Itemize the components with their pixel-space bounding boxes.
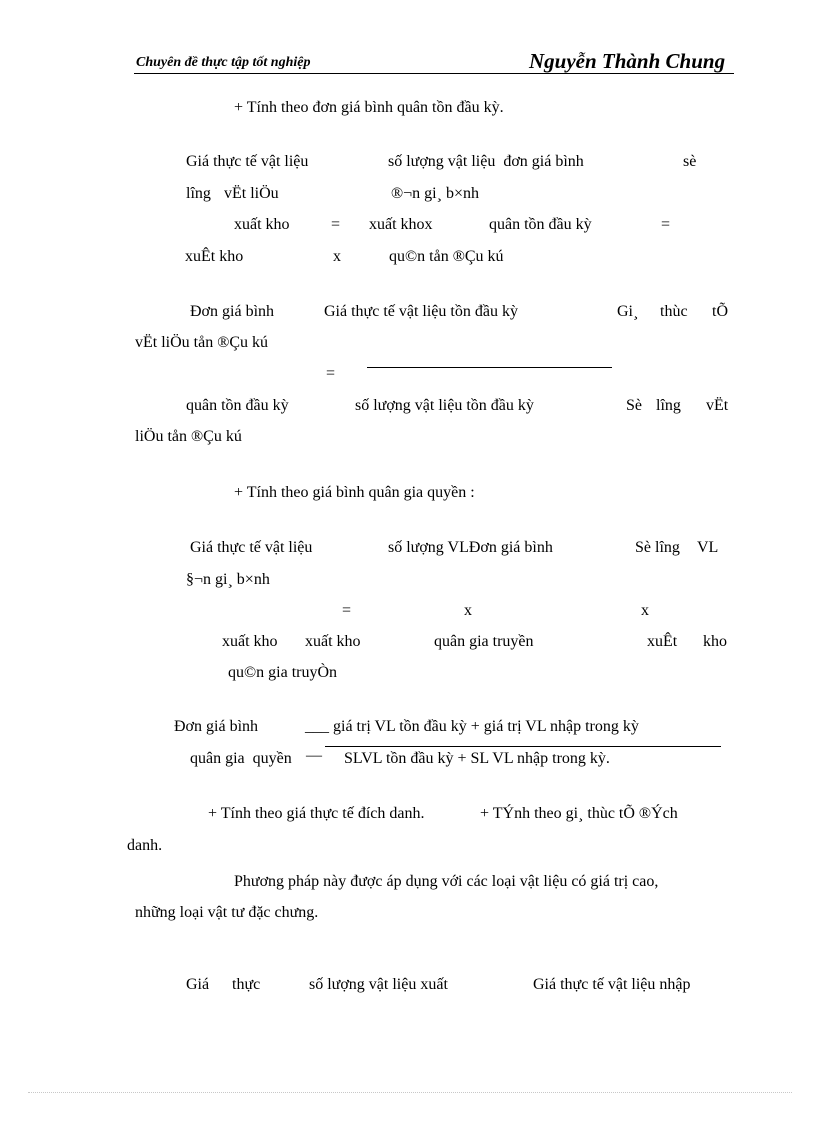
- s2-r3-c2: số lượng vật liệu tồn đầu kỳ: [355, 397, 534, 414]
- s1-r1-c2: số lượng vật liệu đơn giá bình: [388, 153, 584, 170]
- s2-r3-c1: quân tồn đầu kỳ: [186, 397, 289, 414]
- formula-blank: ___: [305, 718, 329, 735]
- s1-r4-c1: xuÊt kho: [185, 248, 244, 265]
- s1-r3-eq2: =: [661, 216, 671, 233]
- s3-r1-c4: VL: [697, 539, 719, 556]
- s2-eq: =: [326, 365, 336, 382]
- s2-r2-c1: vËt liÖu tån ®Çu kú: [135, 334, 269, 351]
- s3-r3-x1: x: [464, 602, 472, 619]
- s3-r3-x2: x: [641, 602, 649, 619]
- s1-r3-c4: quân tồn đầu kỳ: [489, 216, 592, 233]
- section4-para-line2: những loại vật tư đặc chưng.: [135, 904, 319, 921]
- s4-last-c3: số lượng vật liệu xuất: [309, 976, 448, 993]
- s3-r3-eq: =: [342, 602, 352, 619]
- s2-r1-c3: Gi¸: [617, 303, 639, 320]
- s4-last-c2: thực: [232, 976, 261, 993]
- section4-heading-cont: danh.: [127, 837, 163, 854]
- s1-r2-c1: lîng: [186, 185, 211, 202]
- s1-r2-c3: ®¬n gi¸ b×nh: [391, 185, 479, 202]
- s2-r1-c5: tÕ: [712, 303, 728, 320]
- formula-label-line2: quân gia quyền: [190, 750, 292, 767]
- s4-last-c1: Giá: [186, 976, 210, 993]
- header-rule: [134, 73, 734, 74]
- s3-r4-c3: quân gia truyền: [434, 633, 534, 650]
- s2-fraction-bar: [367, 367, 612, 368]
- s1-r3-c3: xuất khox: [369, 216, 433, 233]
- header-author: Nguyễn Thành Chung: [529, 49, 726, 73]
- s3-r1-c1: Giá thực tế vật liệu: [190, 539, 313, 556]
- s2-r3-c5: vËt: [706, 397, 729, 414]
- s1-r2-c2: vËt liÖu: [224, 185, 279, 202]
- formula-numerator: giá trị VL tồn đầu kỳ + giá trị VL nhập trong kỳ: [333, 718, 639, 735]
- s3-r1-c2: số lượng VLĐơn giá bình: [388, 539, 553, 556]
- page-bottom-border: [28, 1092, 792, 1093]
- s3-r2-c1: §¬n gi¸ b×nh: [186, 571, 270, 588]
- section4-para-line1: Phương pháp này được áp dụng với các loại vật liệu có giá trị cao,: [234, 873, 659, 890]
- section3-heading: + Tính theo giá bình quân gia quyền :: [234, 484, 475, 501]
- s1-r4-c3: qu©n tån ®Çu kú: [389, 248, 504, 265]
- s1-r3-eq1: =: [331, 216, 341, 233]
- section4-heading: + Tính theo giá thực tế đích danh.: [208, 805, 425, 822]
- s2-r1-c2: Giá thực tế vật liệu tồn đầu kỳ: [324, 303, 518, 320]
- s2-r1-c1: Đơn giá bình: [190, 303, 275, 320]
- s1-r1-c1: Giá thực tế vật liệu: [186, 153, 309, 170]
- s3-r4-c5: kho: [703, 633, 727, 650]
- s2-r3-c4: lîng: [656, 397, 681, 414]
- formula-fraction-bar: [325, 746, 721, 747]
- s1-r1-c3: sè: [683, 153, 697, 170]
- s3-r5-c1: qu©n gia truyÒn: [228, 664, 338, 681]
- s3-r4-c2: xuất kho: [305, 633, 361, 650]
- s3-r4-c1: xuất kho: [222, 633, 278, 650]
- formula-denominator: SLVL tồn đầu kỳ + SL VL nhập trong kỳ.: [344, 750, 610, 767]
- s3-r4-c4: xuÊt: [647, 633, 678, 650]
- s1-r4-x: x: [333, 248, 341, 265]
- section4-heading-alt: + TÝnh theo gi¸ thùc tÕ ®Ých: [480, 805, 678, 822]
- section1-heading: + Tính theo đơn giá bình quân tồn đầu kỳ.: [234, 99, 504, 116]
- s3-r1-c3: Sè lîng: [635, 539, 680, 556]
- s2-r4-c1: liÖu tån ®Çu kú: [135, 428, 242, 445]
- s1-r3-c1: xuất kho: [234, 216, 290, 233]
- formula-dash: —: [306, 747, 322, 764]
- s2-r3-c3: Sè: [626, 397, 642, 414]
- s2-r1-c4: thùc: [660, 303, 688, 320]
- s4-last-c4: Giá thực tế vật liệu nhập: [533, 976, 691, 993]
- formula-label-line1: Đơn giá bình: [174, 718, 259, 735]
- header-subject: Chuyên đề thực tập tốt nghiệp: [136, 55, 311, 70]
